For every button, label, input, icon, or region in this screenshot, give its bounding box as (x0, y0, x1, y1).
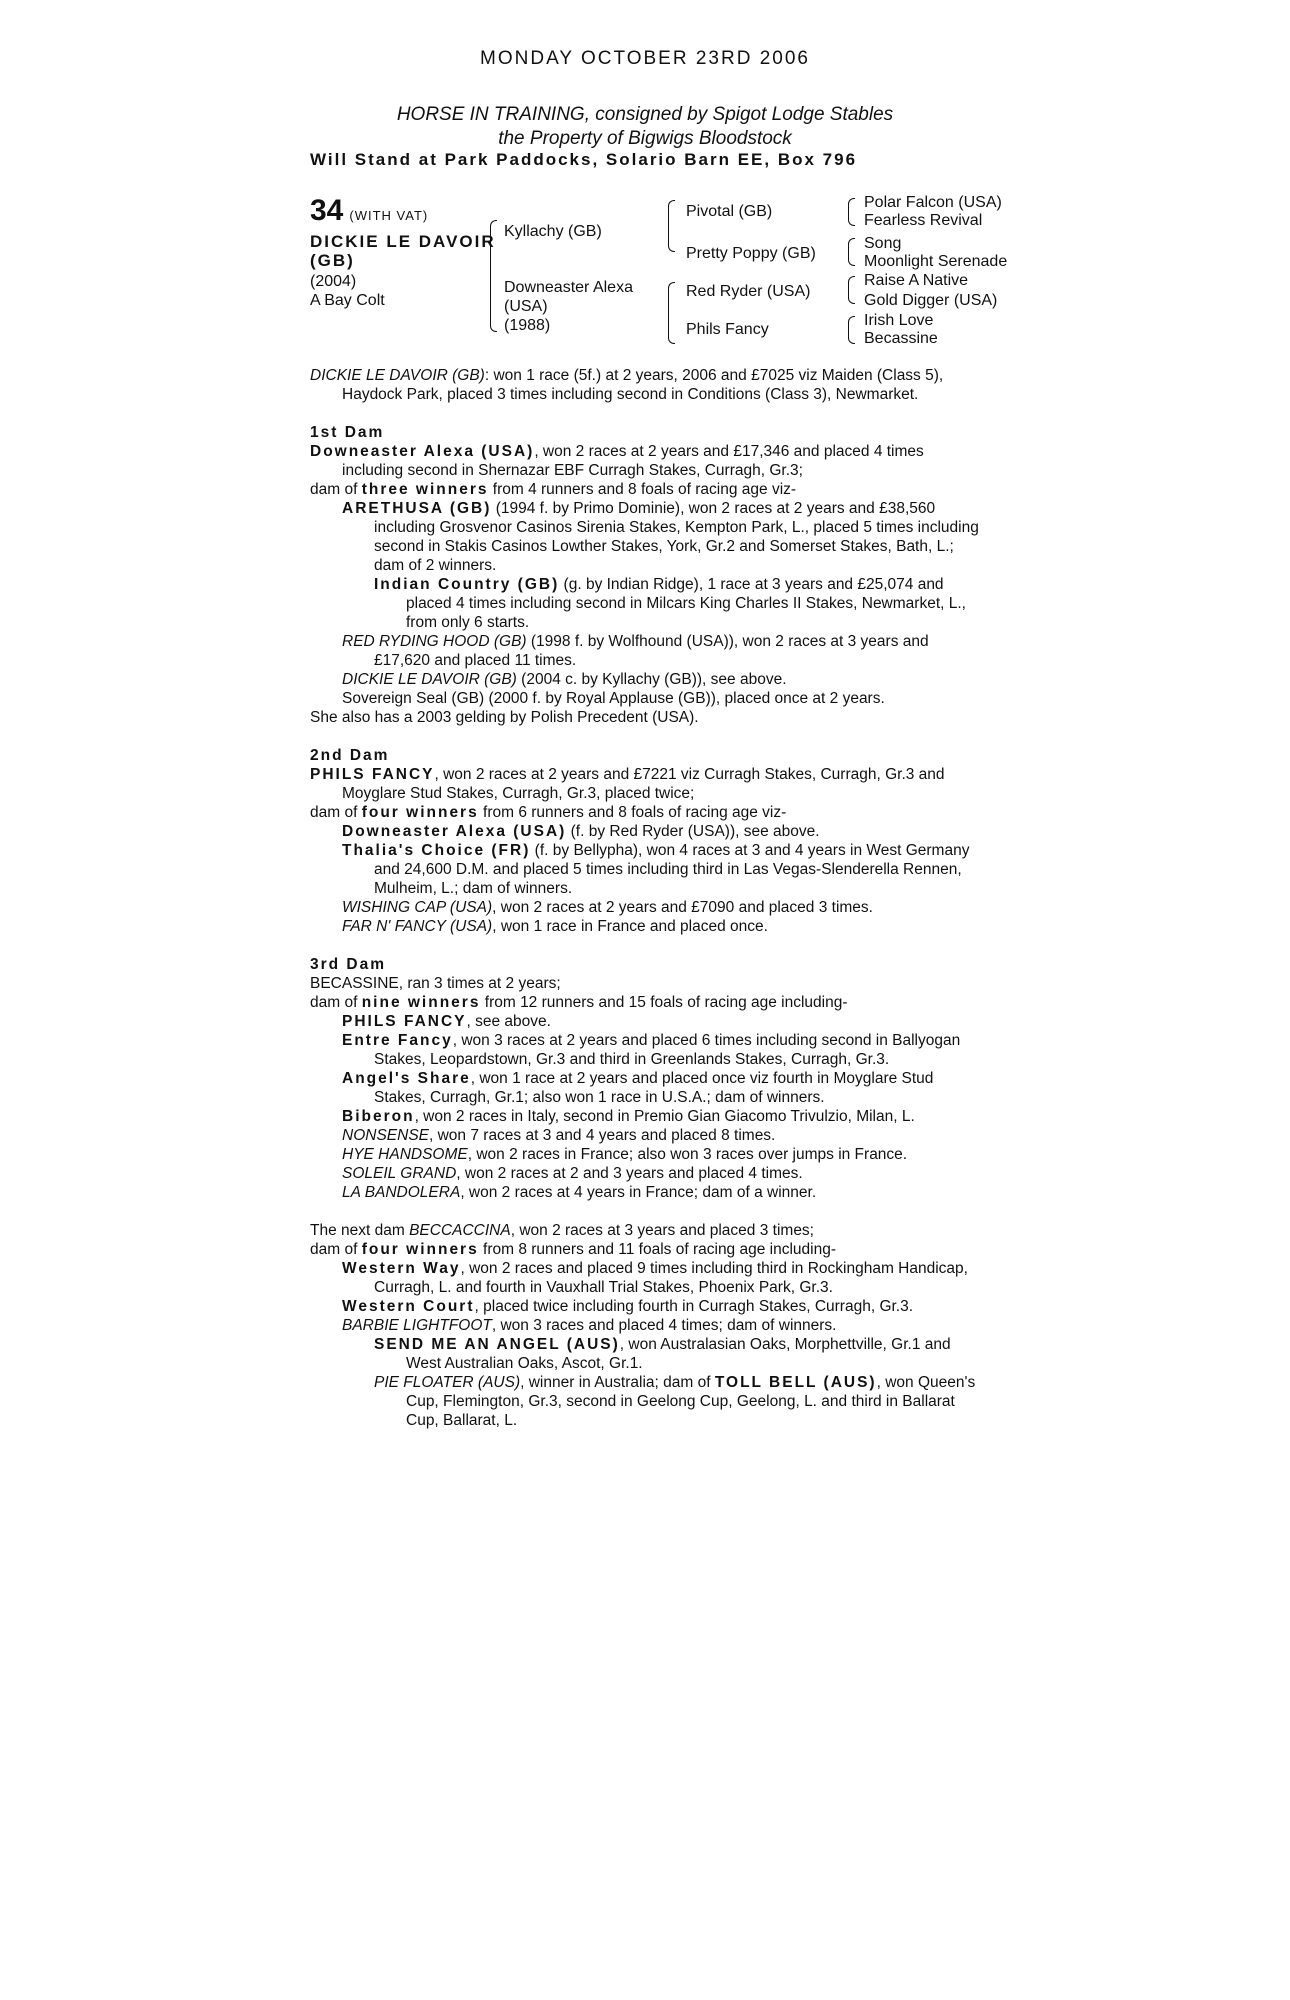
dam3-produce-4: Biberon, won 2 races in Italy, second in Premio Gian Giacomo Trivulzio, Milan, L. (342, 1108, 915, 1125)
dam1-lead-name: Downeaster Alexa (USA) (310, 443, 535, 460)
dam4-produce-3: BARBIE LIGHTFOOT, won 3 races and placed 4 times; dam of winners. (342, 1317, 837, 1334)
dam1-lead-text: , won 2 races at 2 years and £17,346 and placed 4 times including second in Shernazar EBF Curragh Stakes, Curragh, Gr.3; (342, 443, 924, 479)
sale-date: MONDAY OCTOBER 23RD 2006 (480, 48, 810, 69)
catalogue-body (310, 366, 982, 1430)
dam3-produce-1: PHILS FANCY, see above. (342, 1013, 551, 1030)
vat-note: (WITH VAT) (349, 208, 429, 223)
dam4-produce-5: PIE FLOATER (AUS), winner in Australia; dam of TOLL BELL (AUS), won Queen's Cup, Flemington, Gr.3, second in Geelong Cup, Geelong, L. and third in Ballarat Cup, Ballarat, L. (374, 1374, 976, 1429)
sire-sire: Pivotal (GB) (686, 203, 773, 220)
dam1-lead (310, 442, 982, 480)
sire: Kyllachy (GB) (504, 223, 602, 240)
g-brace-3 (848, 276, 855, 304)
dam3-produce-7: SOLEIL GRAND, won 2 races at 2 and 3 years and placed 4 times. (342, 1165, 803, 1182)
dam4-produce-4: SEND ME AN ANGEL (AUS), won Australasian Oaks, Morphettville, Gr.1 and West Australian Oaks, Ascot, Gr.1. (374, 1336, 951, 1372)
dam-line2: (USA) (504, 298, 548, 315)
granddam-2: Moonlight Serenade (864, 253, 1008, 270)
dam1-produce-1: ARETHUSA (GB) (1994 f. by Primo Dominie), won 2 races at 2 years and £38,560 including Grosvenor Casinos Sirenia Stakes, Kempton Park, L., placed 5 times including second in Stakis Casinos Lowther Stakes, York, Gr.2 and Somerset Stakes, Bath, L.; dam of 2 winners. (342, 500, 979, 574)
dam3-produce-3: Angel's Share, won 1 race at 2 years and placed once viz fourth in Moyglare Stud Stakes, Curragh, Gr.1; also won 1 race in U.S.A.; dam of winners. (342, 1070, 934, 1106)
dam1-note: She also has a 2003 gelding by Polish Precedent (USA). (310, 709, 699, 726)
g-brace-1 (848, 198, 855, 226)
dam1-produce-3: RED RYDING HOOD (GB) (1998 f. by Wolfhound (USA)), won 2 races at 3 years and £17,620 and placed 11 times. (342, 633, 929, 669)
dam1-produce-4: DICKIE LE DAVOIR (GB) (2004 c. by Kyllachy (GB)), see above. (342, 671, 787, 688)
dam3-summary: dam of nine winners from 12 runners and 15 foals of racing age including- (310, 994, 848, 1011)
dam3-heading: 3rd Dam (310, 956, 387, 973)
dam1-heading: 1st Dam (310, 424, 385, 441)
dam-dam: Phils Fancy (686, 321, 769, 338)
dam-line3: (1988) (504, 317, 551, 334)
foaling-year: (2004) (310, 273, 357, 290)
dam3-produce-5: NONSENSE, won 7 races at 3 and 4 years and placed 8 times. (342, 1127, 776, 1144)
dam3-produce-6: HYE HANDSOME, won 2 races in France; also won 3 races over jumps in France. (342, 1146, 908, 1163)
granddam-3: Gold Digger (USA) (864, 292, 998, 309)
dam3-lead: BECASSINE, ran 3 times at 2 years; (310, 975, 561, 992)
granddam-1: Fearless Revival (864, 212, 983, 229)
intro-name: DICKIE LE DAVOIR (GB) (310, 367, 485, 384)
g-brace-2 (848, 238, 855, 266)
dam3-produce-8: LA BANDOLERA, won 2 races at 4 years in France; dam of a winner. (342, 1184, 817, 1201)
dam2-produce-2: Thalia's Choice (FR) (f. by Bellypha), won 4 races at 3 and 4 years in West Germany and 24,600 D.M. and placed 5 times including third in Las Vegas-Slenderella Rennen, Mulheim, L.; dam of winners. (342, 842, 970, 897)
grandsire-1: Polar Falcon (USA) (864, 194, 1002, 211)
horse-name (310, 232, 496, 270)
dam1-produce-5: Sovereign Seal (GB) (2000 f. by Royal Applause (GB)), placed once at 2 years. (342, 690, 885, 707)
granddam-4: Becassine (864, 330, 938, 347)
grandsire-3: Raise A Native (864, 272, 969, 289)
dam-sire: Red Ryder (USA) (686, 283, 811, 300)
intro-text: : won 1 race (5f.) at 2 years, 2006 and £7025 viz Maiden (Class 5), Haydock Park, placed 3 times including second in Conditions (Class 3), Newmarket. (342, 367, 944, 403)
horse-name-line1: DICKIE LE DAVOIR (310, 232, 496, 251)
sire-dam: Pretty Poppy (GB) (686, 245, 816, 262)
dam3-produce-2: Entre Fancy, won 3 races at 2 years and placed 6 times including second in Ballyogan Stakes, Leopardstown, Gr.3 and third in Greenlands Stakes, Curragh, Gr.3. (342, 1032, 961, 1068)
dam2-produce-3: WISHING CAP (USA), won 2 races at 2 years and £7090 and placed 3 times. (342, 899, 873, 916)
dam1-summary: dam of three winners from 4 runners and 8 foals of racing age viz- (310, 481, 797, 498)
g-brace-4 (848, 316, 855, 344)
lot-number-block (310, 194, 428, 228)
property-line: the Property of Bigwigs Bloodstock (498, 128, 792, 149)
dam1-produce-2: Indian Country (GB) (g. by Indian Ridge), 1 race at 3 years and £25,074 and placed 4 times including second in Milcars King Charles II Stakes, Newmarket, L., from only 6 starts. (374, 576, 966, 631)
sire-brace (668, 200, 675, 252)
horse-record (310, 366, 982, 404)
dam2-produce-4: FAR N' FANCY (USA), won 1 race in France and placed once. (342, 918, 768, 935)
dam1-winners: three winners (361, 481, 489, 498)
dam4-lead: The next dam BECCACCINA, won 2 races at 3 years and placed 3 times; (310, 1222, 814, 1239)
dam-line1: Downeaster Alexa (504, 279, 633, 296)
horse-name-line2: (GB) (310, 251, 355, 270)
dam2-heading: 2nd Dam (310, 747, 390, 764)
grandsire-4: Irish Love (864, 312, 934, 329)
horse-description: A Bay Colt (310, 292, 385, 309)
pedigree-brace (490, 220, 497, 332)
dam2-summary: dam of four winners from 6 runners and 8 foals of racing age viz- (310, 804, 787, 821)
dam4-produce-1: Western Way, won 2 races and placed 9 times including third in Rockingham Handicap, Curragh, L. and fourth in Vauxhall Trial Stakes, Phoenix Park, Gr.3. (342, 1260, 968, 1296)
dam4-produce-2: Western Court, placed twice including fourth in Curragh Stakes, Curragh, Gr.3. (342, 1298, 914, 1315)
consignment-line: HORSE IN TRAINING, consigned by Spigot Lodge Stables (396, 104, 894, 125)
dam2-produce-1: Downeaster Alexa (USA) (f. by Red Ryder (USA)), see above. (342, 823, 820, 840)
dam-brace (668, 282, 675, 344)
stand-location: Will Stand at Park Paddocks, Solario Barn EE, Box 796 (310, 150, 858, 169)
dam2-lead: PHILS FANCY, won 2 races at 2 years and £7221 viz Curragh Stakes, Curragh, Gr.3 and Moyglare Stud Stakes, Curragh, Gr.3, placed twice; (310, 766, 945, 802)
dam4-summary: dam of four winners from 8 runners and 11 foals of racing age including- (310, 1241, 836, 1258)
lot-number: 34 (310, 194, 344, 227)
grandsire-2: Song (864, 235, 902, 252)
